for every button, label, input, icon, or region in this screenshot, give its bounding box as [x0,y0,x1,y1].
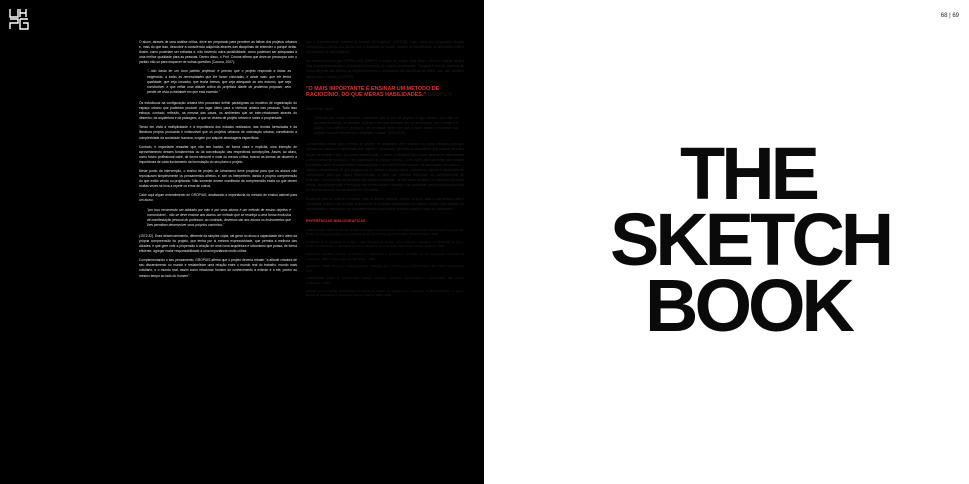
left-text-column-1 [139,40,297,283]
body-paragraph: Contudo, é importante ressaltar que não tem havido, de forma clara e explícita, uma intenção de aproveitamento desses fundamentos ou da conceituação das respectivas concepções. Assim, ao aluno, como futuro profissional cabe, de forma sensível e mais ou menos crítica, buscar as formas de discernir a importância de cada fundamento da formulação do seu plano e projeto. [139,144,297,164]
body-paragraph: que a exclusivamente material do homem de negócios" (1972:32). Logo, seria uma importante técnica pedagógica o contato dos alunos com a realidade do mundo, através do atendimento de demandas reais e da realidade de cada material. [306,40,464,55]
body-paragraph: Considerando então que o ensino de projeto de urbanismo deve fornecer ao aluno métodos para que possam ser usados na apreensão dos objetos e processos, percebe-se claramente que existem diversos modos de ensinar e que, de forma e aproximação, o futuro profissional hoje busca, através de instrumentos o seu processo de produção e de organização do espaço urbano — com ações pontuais feitas que possam possibilitar sobre os instrumentos metodológicos e ao menor tempo possível de abordagem aos alunos — haverá a necessidade de que proporcione às futuras posições claras, envolvendo valores e habilidades de construções, para que sejam desenvolvidas, a partir das distintas intenções, os conhecimentos de realidade, com a devida aproximação das teorias formuladas, as diferentes escalas e os aspectos físicos da cidade, da compreensão e resolução das necessidades coletivas e da sociedade perspectiva populacional ao desenvolvimento das atividades da vida diária. [306,142,464,193]
right-text-column [306,40,464,301]
body-paragraph: (1972:32). Esse desenvolvimento, diferente da simples cópia, vai gerar no aluno a capacidade de ir além da própria compreensão do projeto, que tenha por si mesma expressividade, que permita a melhora das cidades, e que gere nele a propensão à criação de uma nova arquitetura e urbanismo que possa, de forma eficiente, agregar maior responsabilidade a uma importância muito crítica. [139,233,297,254]
page-number: 68 | 69 [940,13,959,19]
title-line: SKETCH [610,198,891,281]
body-paragraph: Cabe aqui algum entendimento de GROPIUS, analisando a importância do método de ensino cabível para um aluno: [139,193,297,203]
pull-quote-attribution: GROPIUS [427,92,453,99]
block-quote: "...não basta ter um bom partido projetual; é preciso que o projeto responda a todas as exigências, a todas as necessidades que lhe foram colocadas, e ainda mais: que ele tenha qualidade, que seja inovador, que tenha beleza, que seja adequado ao seu entorno, que seja construtível, e que reflita uma atitude crítica do projetista diante do problema proposto, sem perder de vista a realidade em que está inserido." [147,69,291,94]
body-paragraph: Para o Prof. Janot: [306,106,334,111]
reference-item: CORONA, E. C. Arquiteto no ensino e aprendizagem de projeto: seus impactos e desafios. In CORONA, E. (org.). Projeto Arquitetônico — Disciplina em crise, disciplina em renovação. São Paulo: Projeto Editores, 1986. [306,239,464,249]
reference-item: GUIMARÃES, Pedro P. Configuração urbana: evolução, avaliação, planejamento e urbanização. São Paulo: ProEditores, 2004. [306,276,464,285]
book-title [610,132,891,347]
title-line: BOOK [645,264,851,347]
body-paragraph: O aluno, através de uma análise crítica, deve ser preparado para perceber as falhas dos projetos urbanos e, mais do que isso, descobrir a consciência adquirida através das disciplinas de entender o porquê delas. Assim, como poderiam ser evitadas e, não havendo outra possibilidade, como poderiam ser adequadas a uma melhor qualidade para as pessoas. Dentro disso, o Prof. Corona afirma que deve-se preocupar com o partido não só para esquecer de outras questões (Corona, 2007): [139,40,297,65]
reference-item: GOUVEIA, Eduardo. Agosto. Arquiteturas / Arquitetura e Urbanismo. In Anais do XV Congresso Nacional de Arquitetos, 1998. Projeto Editoras. São Paulo: 1998. [306,252,464,261]
block-quote: "Entende que muitas pessoas consideram que a arte de projetar é algo intuitivo, que não se aprende na escola; na verdade, projetar é sim uma atividade que se desenvolve com o tempo e a prática, com método e disciplina, até conseguir fazer com que o aluno passe a encontrar sua própria forma de representar e enxergar a cidade." (2002:156). [314,115,458,136]
references-list [306,228,464,298]
logo-icon [9,8,31,30]
reference-item: CARSALADE, Flávio de Lemos. Ensino de Projeto de Arquitetura: uma visão construtivista. Dissertação de mestrado. Núcleo de Pós-graduação em Arquitetura da Escola de Arquitetura da UFMG. Belo Horizonte, 1998. [306,227,464,237]
reference-item: GROPIUS, Walter. Bauhaus: nova arquitetura. Tradução de J. Guinsburg e Ingrid Dormien. São Paulo: Perspectiva, 1972. [306,264,464,273]
pull-quote-text: "O MAIS IMPORTANTE É ENSINAR UM MÉTODO DE RACIOCÍNIO, DO QUE MERAS HABILIDADES." [306,85,440,99]
body-paragraph: Tendo em vista a multiplicidade e a importância dos estudos realizados, das teorias formuladas e da literatura própria produzida e indiscutível que os projetos urbanos de ordenação urbana, constituindo a complexidade da sociedade humana, exigem por adquirir abordagens específicas. [139,125,297,140]
body-paragraph: Neste ponto da intervenção, o ensino de projeto de Urbanismo deve propiciar para que os alunos não reproduzam simplesmente os pensamentos alheios, e, sim os interpretem, dando a própria compreensão do que estão vendo ou projetando. Não somente devem manifestar da compreensão exata ou que deram muitas vezes se leva a repetir os erros de outros. [139,168,297,189]
references-heading: REFERÊNCIAS BIBLIOGRÁFICAS [306,218,366,223]
reference-item: JANOT, Luiz Fernando. Metodologia no ensino de projeto de arquitetura e urbanismo. In: BITENCOURT, C. (org.). Ensino de Arquitetura e Urbanismo. Rio de Janeiro: UFRJ, 2002. [306,288,464,298]
body-paragraph: Os estudiosos da configuração urbana têm procurado definir paradigmas ou modelos de organização do espaço urbano que poderiam produzir um lugar ótimo para a vivência urbana das pessoas. Tudo isso esboça, contudo, reflexão, na mesma das casas, os ambientes que se inter-relacionam através do desenho, da arquitetura e da paisagem, a que se chama de projeto urbano e sobre a propriedade. [139,100,297,121]
body-paragraph: De mesma maneira que CARSALADE (1998:7) "o ensino de projeto deve levar o aluno a realizar na sua vida própria descobertas e a alcançar a expressão do próprio pensamento". Portanto é preciso repensar de forma diferente não apenas os objetivos maiores e adequados das disciplinas de ateliê, mas, sim, também afirmar que o Gropius (1972:56). [306,59,464,79]
title-line: THE [680,132,816,215]
body-paragraph: Espera-se que ao ordenar o espaço, seja no âmbito regional, urbano ou local, faça-o com técnica, arte e consciente própria, com posição crítica frente à produção arquitetônica do espaço urbano, para atender às necessidades e aspirações de uma determinada comunidade humana, objetivo maior do Urbanismo. [306,197,464,212]
body-paragraph: Complementando o seu pensamento, GROPIUS afirma que o projeto deveria rebater "a atitude criadora de seu discernimento no mundo e restabelecer uma relação entre o mundo real do trabalho, mundo mais cotidiano, e o mundo real, assim como relacionar homem de conhecimento a exterior e a ele, porém ao mesmo tempo ao lado do homem". [139,258,297,278]
pull-quote [306,86,464,99]
block-quote: "por isso recomendo ser adotado por mim e por seus alunos é um método de ensino objetivo e comunicável... não se deve ensinar aos alunos um método que se restrinja a uma forma exclusiva de manifestação pessoal do professor; ao contrário, devemos dar aos alunos os instrumentos que lhes permitam desenvolver seus próprios caminhos." [147,207,291,227]
